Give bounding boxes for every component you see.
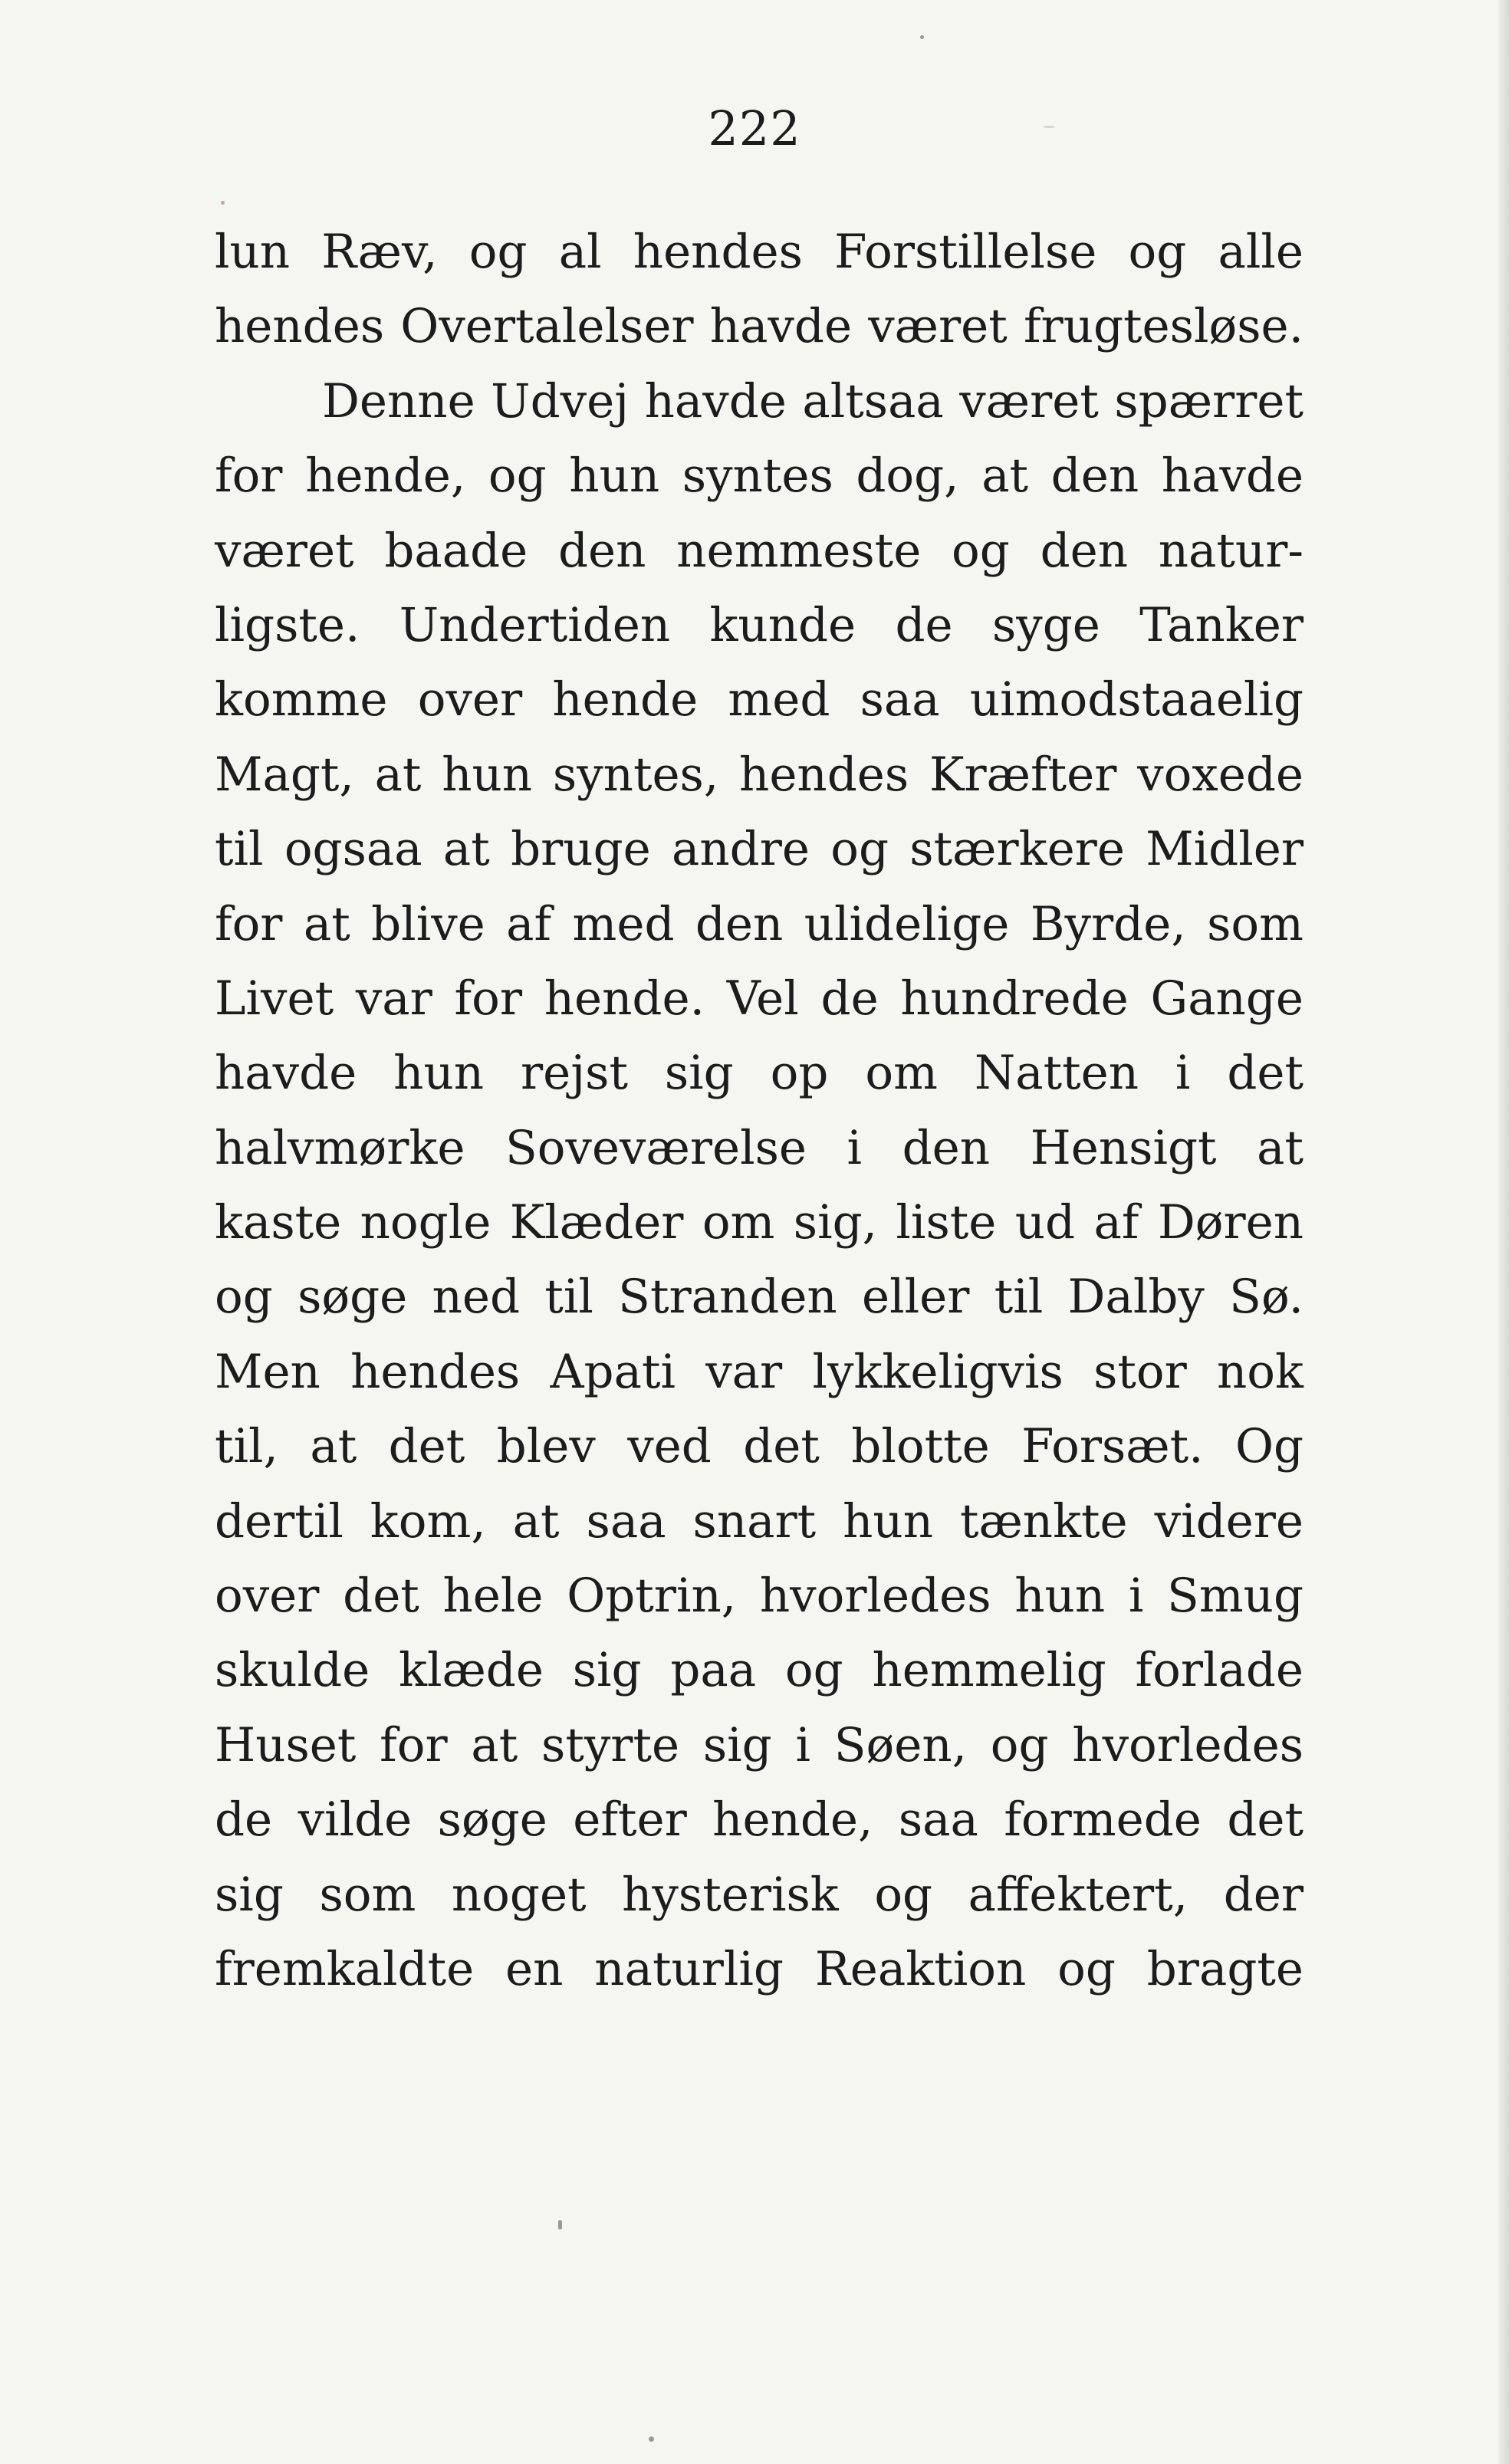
text-line: skulde klæde sig paa og hemmelig forlade: [215, 1643, 1304, 1698]
text-line: for hende, og hun syntes dog, at den havde: [215, 448, 1304, 504]
text-line: hendes Overtalelser havde været frugtesløse.: [215, 299, 1304, 354]
text-line: til ogsaa at bruge andre og stærkere Midler: [215, 822, 1304, 877]
body-text: [215, 215, 1304, 2006]
text-line: Denne Udvej havde altsaa været spærret: [322, 373, 1304, 429]
text-line: ligste. Undertiden kunde de syge Tanker: [215, 597, 1304, 652]
page-number: 222: [708, 100, 801, 156]
paper-speck: [920, 35, 924, 39]
text-line: dertil kom, at saa snart hun tænkte videre: [215, 1493, 1304, 1549]
text-line: fremkaldte en naturlig Reaktion og bragte: [215, 1941, 1304, 1996]
text-line: til, at det blev ved det blotte Forsæt. Og: [215, 1419, 1304, 1474]
text-line: kaste nogle Klæder om sig, liste ud af Døren: [215, 1195, 1304, 1250]
text-line: de vilde søge efter hende, saa formede det: [215, 1792, 1304, 1848]
text-line: for at blive af med den ulidelige Byrde, som: [215, 896, 1304, 951]
text-line: og søge ned til Stranden eller til Dalby Sø.: [215, 1270, 1304, 1325]
text-line: Magt, at hun syntes, hendes Kræfter voxede: [215, 747, 1304, 802]
text-line: Huset for at styrte sig i Søen, og hvorledes: [215, 1717, 1304, 1772]
paper-speck: [649, 2436, 654, 2442]
text-line: komme over hende med saa uimodstaaelig: [215, 672, 1304, 728]
paper-speck: [1043, 126, 1055, 128]
text-line: havde hun rejst sig op om Natten i det: [215, 1046, 1304, 1101]
text-line: lun Ræv, og al hendes Forstillelse og alle: [215, 225, 1304, 279]
text-line: Livet var for hende. Vel de hundrede Gange: [215, 971, 1304, 1026]
text-line: sig som noget hysterisk og affektert, der: [215, 1867, 1304, 1922]
text-line: halvmørke Soveværelse i den Hensigt at: [215, 1120, 1304, 1175]
page-edge: [1498, 0, 1509, 2464]
paper-speck: [221, 201, 225, 205]
text-line: Men hendes Apati var lykkeligvis stor nok: [215, 1344, 1304, 1399]
text-line: over det hele Optrin, hvorledes hun i Smug: [215, 1569, 1304, 1624]
paper-speck: [558, 2220, 562, 2229]
text-line: været baade den nemmeste og den natur-: [215, 523, 1304, 578]
